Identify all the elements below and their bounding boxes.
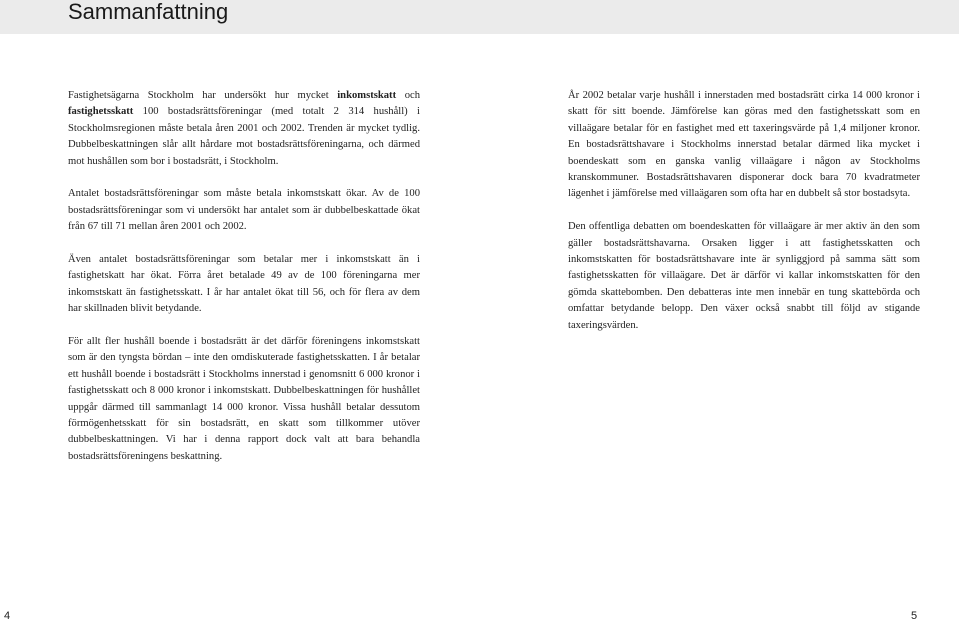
right-paragraph-1: År 2002 betalar varje hushåll i innerstaden med bostadsrätt cirka 14 000 kronor i skatt för sitt boende. Jämförelse kan göras med den fastighetsskatt som en villaägare betalar för en fastighet med ett taxeringsvärde på 1,4 miljoner kronor. En bostadsrättshavare i Stockholms innerstad betalar därmed lika mycket i boendeskatt som en ganska vanlig villaägare i någon av Stockholms kranskommuner. Bostadsrättshavaren disponerar dock bara 70 kvadratmeter lägenhet i jämförelse med villaägaren som ofta har en dubbelt så stor bostadsyta. bbox=[568, 90, 920, 200]
left-paragraph-3: Även antalet bostadsrättsföreningar som betalar mer i inkomstskatt än i fastighetskatt har ökat. Förra året betalade 49 av de 100 föreningarna mer inkomstskatt än fastighetsskatt. I år har antalet ökat till 56, och för flera av dem har skillnaden blivit betydande. bbox=[68, 254, 420, 315]
left-paragraph-4: För allt fler hushåll boende i bostadsrätt är det därför föreningens inkomstskatt som är den tyngsta bördan – inte den omdiskuterade fastighetsskatten. I år betalar ett hushåll boende i bostadsrätt i Stockholms innerstad i genomsnitt 6 000 kronor i fastighetsskatt och 8 000 kronor i inkomstskatt. Dubbelbeskattningen för hushållet uppgår därmed till sammanlagt 14 000 kronor. Vissa hushåll betalar dessutom förmögenhetsskatt för sin bostadsrätt, en skatt som tillkommer utöver dubbelbeskattningen. Vi har i denna rapport dock valt att bara behandla bostadsrättsföreningens beskattning. bbox=[68, 336, 420, 462]
bold-term-inkomstskatt: inkomstskatt bbox=[337, 90, 397, 101]
header-bar bbox=[0, 0, 959, 34]
left-paragraph-2: Antalet bostadsrättsföreningar som måste betala inkomstskatt ökar. Av de 100 bostadsrättsföreningar som vi undersökt har antalet som är dubbelbeskattade ökat från 67 till 71 mellan åren 2001 och 2002. bbox=[68, 188, 420, 233]
left-column bbox=[68, 88, 420, 465]
bold-term-fastighetsskatt: fastighetsskatt bbox=[68, 106, 134, 118]
text-run: Fastighetsägarna Stockholm har undersökt hur mycket bbox=[68, 90, 338, 101]
left-paragraph-1 bbox=[68, 88, 420, 170]
page-number-right: 5 bbox=[911, 610, 918, 622]
right-column bbox=[568, 88, 920, 334]
page-title: Sammanfattning bbox=[68, 0, 229, 24]
text-run: och bbox=[396, 90, 420, 101]
right-paragraph-2: Den offentliga debatten om boendeskatten för villaägare är mer aktiv än den som gäller bostadsrättshavarna. Orsaken ligger i att fastighetsskatten och inkomstskatten för bostadsrättshavare inte är synliggjord på samma sätt som fastighetsskatten för villaägare. Det är därför vi kallar inkomstskatten för den gömda skattebomben. Den debatteras inte men innebär en tung skattebörda och omfattar betydande belopp. Den växer också snabbt till följd av stigande taxeringsvärden. bbox=[568, 221, 920, 331]
page-number-left: 4 bbox=[4, 610, 11, 622]
text-run: 100 bostadsrättsföreningar (med totalt 2 314 hushåll) i Stockholmsregionen måste betala åren 2001 och 2002. Trenden är mycket tydlig. Dubbelbeskattningen slår allt hårdare mot bostadsrättsföreningarna, och därmed mot hushållen som bor i bostadsrätt, i Stockholm. bbox=[68, 106, 420, 167]
